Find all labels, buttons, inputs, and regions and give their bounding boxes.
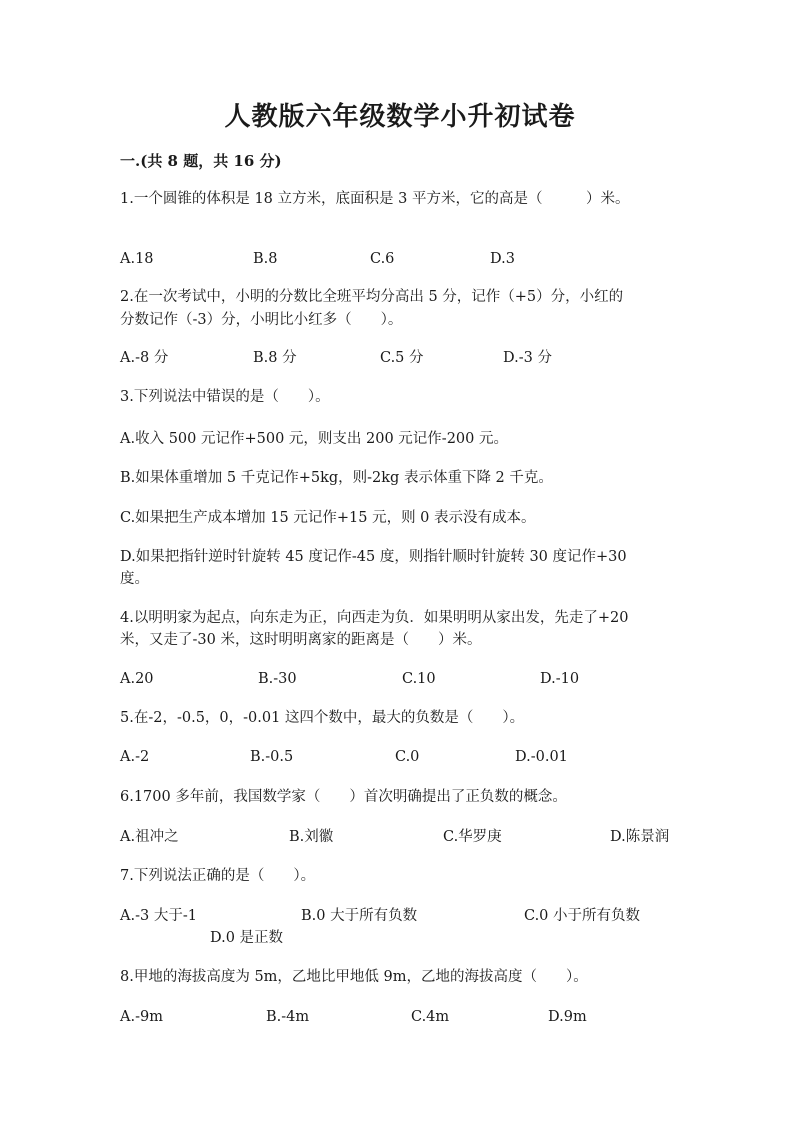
question-3-option-c[interactable]: C.如果把生产成本增加 15 元记作+15 元，则 0 表示没有成本。 xyxy=(120,510,536,526)
question-7-stem: 7.下列说法正确的是（ ）。 xyxy=(120,868,316,884)
question-3-option-b[interactable]: B.如果体重增加 5 千克记作+5kg，则-2kg 表示体重下降 2 千克。 xyxy=(120,470,553,486)
question-4-option-c[interactable]: C.10 xyxy=(402,671,436,687)
question-8-stem: 8.甲地的海拔高度为 5m，乙地比甲地低 9m，乙地的海拔高度（ ）。 xyxy=(120,969,588,985)
question-1-option-b[interactable]: B.8 xyxy=(253,251,278,267)
question-3-option-d-line-1[interactable]: D.如果把指针逆时针旋转 45 度记作-45 度，则指针顺时针旋转 30 度记作+30 xyxy=(120,549,627,565)
question-8-option-d[interactable]: D.9m xyxy=(548,1009,587,1025)
question-2-option-b[interactable]: B.8 分 xyxy=(253,350,297,366)
question-1-option-d[interactable]: D.3 xyxy=(490,251,515,267)
question-3-stem: 3.下列说法中错误的是（ ）。 xyxy=(120,389,330,405)
question-7-option-d[interactable]: D.0 是正数 xyxy=(210,930,284,946)
question-8-option-a[interactable]: A.-9m xyxy=(120,1009,163,1025)
page-title: 人教版六年级数学小升初试卷 xyxy=(224,102,576,132)
question-4-option-a[interactable]: A.20 xyxy=(120,671,154,687)
question-6-option-a[interactable]: A.祖冲之 xyxy=(120,829,179,845)
question-7-option-c[interactable]: C.0 小于所有负数 xyxy=(524,908,641,924)
question-2-option-c[interactable]: C.5 分 xyxy=(380,350,424,366)
question-8-option-c[interactable]: C.4m xyxy=(411,1009,450,1025)
question-5-option-a[interactable]: A.-2 xyxy=(120,749,150,765)
question-5-option-d[interactable]: D.-0.01 xyxy=(515,749,568,765)
question-1-option-a[interactable]: A.18 xyxy=(120,251,154,267)
question-8-option-b[interactable]: B.-4m xyxy=(266,1009,310,1025)
section-heading: 一.(共 8 题，共 16 分) xyxy=(120,152,282,170)
question-5-option-b[interactable]: B.-0.5 xyxy=(250,749,294,765)
question-2-stem-line-1: 2.在一次考试中，小明的分数比全班平均分高出 5 分，记作（+5）分，小红的 xyxy=(120,289,624,305)
question-2-option-a[interactable]: A.-8 分 xyxy=(120,350,169,366)
question-7-option-a[interactable]: A.-3 大于-1 xyxy=(120,908,197,924)
question-4-stem-line-2: 米，又走了-30 米，这时明明离家的距离是（ ）米。 xyxy=(120,632,482,648)
question-3-option-d-line-2[interactable]: 度。 xyxy=(120,571,149,587)
question-1-option-c[interactable]: C.6 xyxy=(370,251,395,267)
question-2-stem-line-2: 分数记作（-3）分，小明比小红多（ ）。 xyxy=(120,312,403,328)
question-6-option-b[interactable]: B.刘徽 xyxy=(289,829,334,845)
question-2-option-d[interactable]: D.-3 分 xyxy=(503,350,552,366)
question-6-stem: 6.1700 多年前，我国数学家（ ）首次明确提出了正负数的概念。 xyxy=(120,789,567,805)
question-4-option-b[interactable]: B.-30 xyxy=(258,671,297,687)
question-1-stem: 1.一个圆锥的体积是 18 立方米，底面积是 3 平方米，它的高是（ ）米。 xyxy=(120,191,630,207)
question-4-option-d[interactable]: D.-10 xyxy=(540,671,580,687)
question-7-option-b[interactable]: B.0 大于所有负数 xyxy=(301,908,418,924)
question-5-option-c[interactable]: C.0 xyxy=(395,749,420,765)
question-6-option-c[interactable]: C.华罗庚 xyxy=(443,829,502,845)
question-4-stem-line-1: 4.以明明家为起点，向东走为正，向西走为负．如果明明从家出发，先走了+20 xyxy=(120,610,629,626)
question-3-option-a[interactable]: A.收入 500 元记作+500 元，则支出 200 元记作-200 元。 xyxy=(120,431,508,447)
question-5-stem: 5.在-2，-0.5，0，-0.01 这四个数中，最大的负数是（ ）。 xyxy=(120,710,525,726)
question-6-option-d[interactable]: D.陈景润 xyxy=(610,829,670,845)
